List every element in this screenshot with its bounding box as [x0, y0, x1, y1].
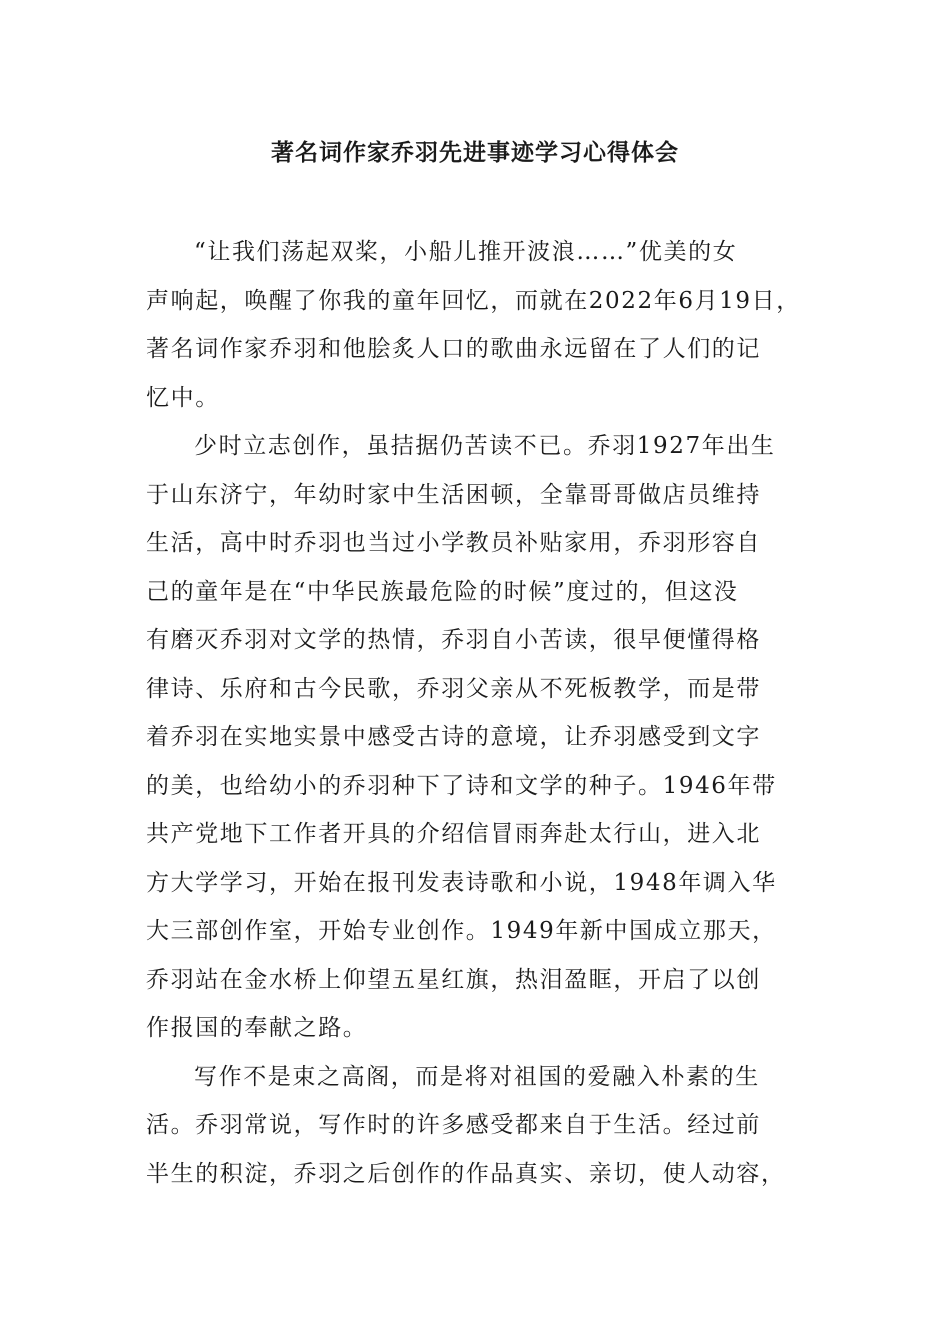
text-line: 活。乔羽常说，写作时的许多感受都来自于生活。经过前 [146, 1112, 761, 1138]
document-title: 著名词作家乔羽先进事迹学习心得体会 [271, 139, 679, 166]
text-line: 律诗、乐府和古今民歌，乔羽父亲从不死板教学，而是带 [146, 675, 761, 702]
text-line: 忆中。 [146, 384, 220, 411]
paragraph-2 [146, 422, 806, 1053]
text-line: 有磨灭乔羽对文学的热情，乔羽自小苦读，很早便懂得格 [146, 627, 761, 653]
paragraph-1 [146, 228, 806, 422]
text-line: 着乔羽在实地实景中感受古诗的意境，让乔羽感受到文字 [146, 724, 761, 750]
text-line: 乔羽站在金水桥上仰望五星红旗，热泪盈眶，开启了以创 [146, 966, 761, 993]
document-body [146, 228, 806, 1198]
text-line: 声响起，唤醒了你我的童年回忆，而就在2022年6月19日， [146, 287, 801, 314]
text-line: 方大学学习，开始在报刊发表诗歌和小说，1948年调入华 [146, 869, 777, 896]
text-line: 己的童年是在“中华民族最危险的时候”度过的，但这没 [146, 578, 739, 605]
paragraph-3 [146, 1053, 806, 1199]
text-line: 著名词作家乔羽和他脍炙人口的歌曲永远留在了人们的记 [146, 336, 761, 362]
text-line: 半生的积淀，乔羽之后创作的作品真实、亲切，使人动容， [146, 1160, 786, 1187]
text-line: 大三部创作室，开始专业创作。1949年新中国成立那天， [146, 918, 777, 944]
text-line: 共产党地下工作者开具的介绍信冒雨奔赴太行山，进入北 [146, 821, 761, 847]
text-line: 的美，也给幼小的乔羽种下了诗和文学的种子。1946年带 [146, 772, 777, 799]
text-line: 写作不是束之高阁，而是将对祖国的爱融入朴素的生 [194, 1063, 760, 1090]
text-line: “让我们荡起双桨，小船儿推开波浪……”优美的女 [194, 239, 738, 265]
text-line: 于山东济宁，年幼时家中生活困顿，全靠哥哥做店员维持 [146, 481, 761, 508]
text-line: 少时立志创作，虽拮据仍苦读不已。乔羽1927年出生 [194, 433, 776, 459]
text-line: 生活，高中时乔羽也当过小学教员补贴家用，乔羽形容自 [146, 530, 761, 556]
text-line: 作报国的奉献之路。 [146, 1015, 368, 1041]
